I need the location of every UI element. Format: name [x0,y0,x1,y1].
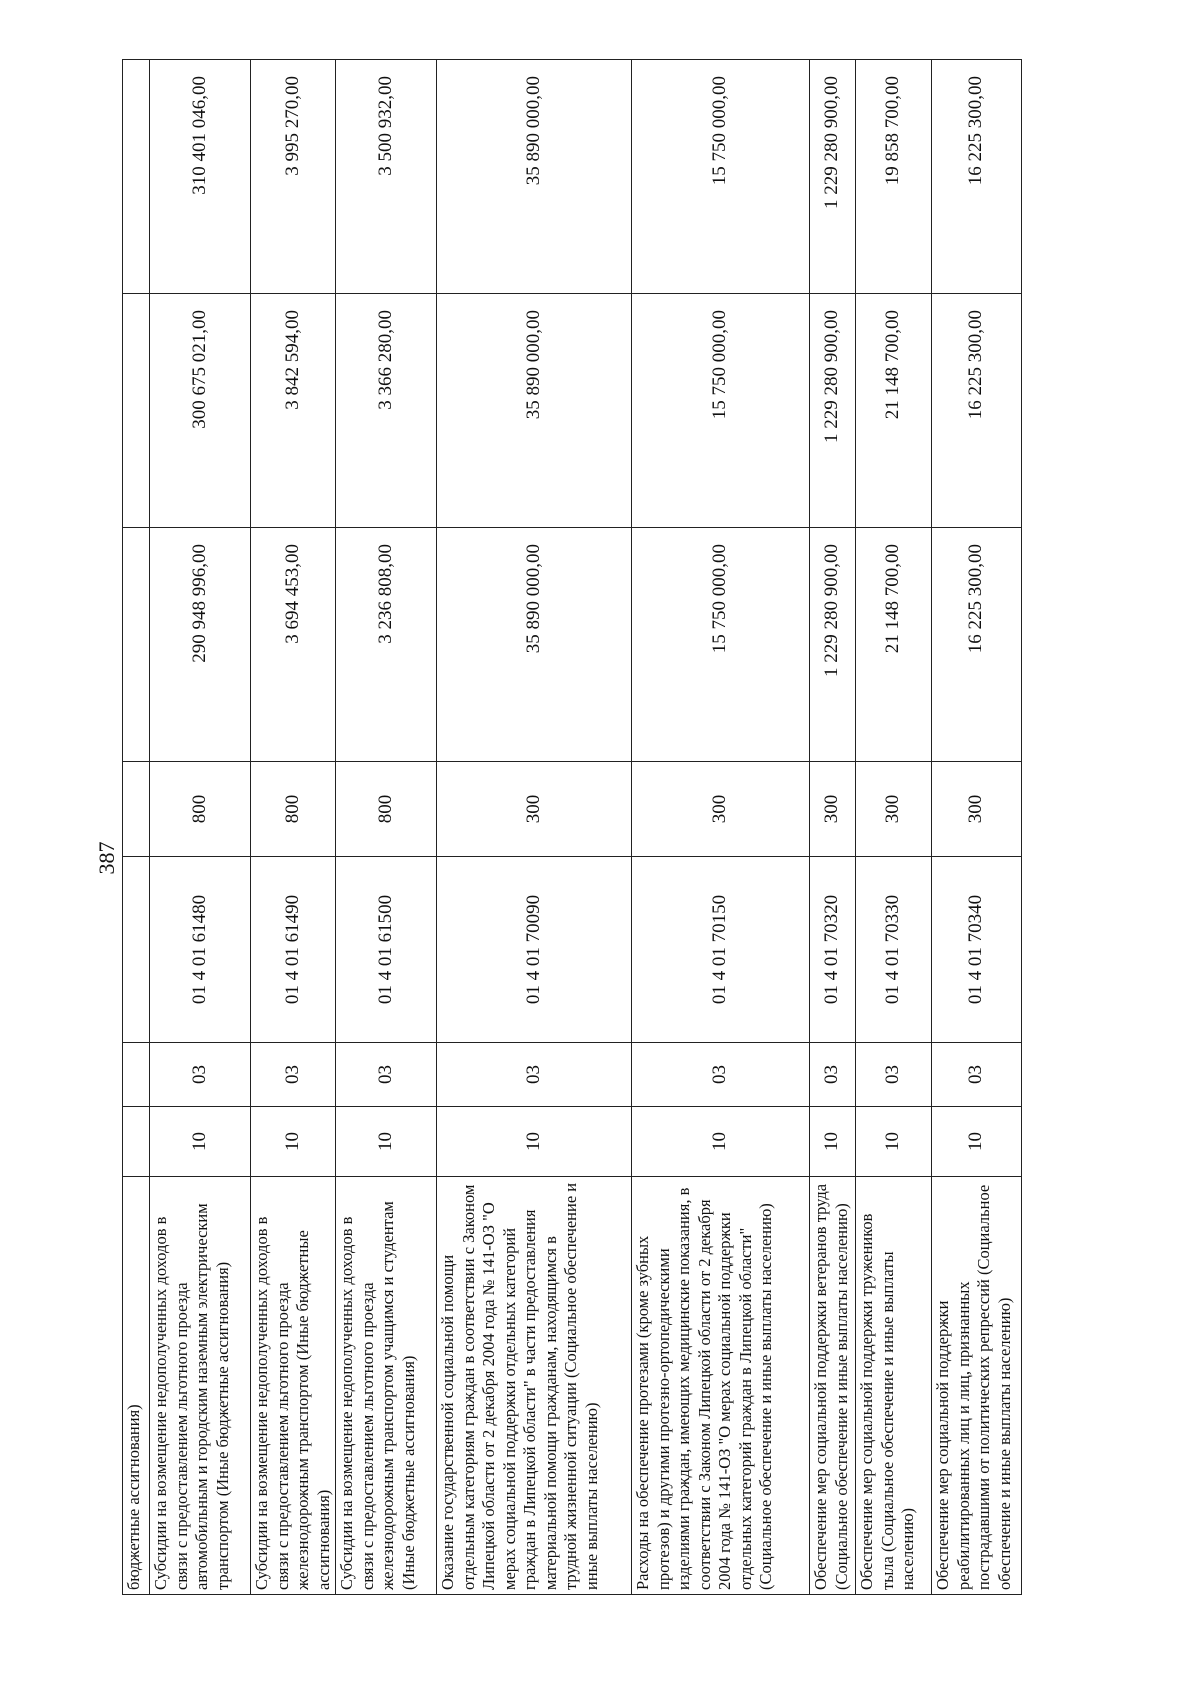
cell-description: Оказание государственной социальной помощи отдельным категориям граждан в соответствии с Законом Липецкой области от 2 декабря 2004 года № 141-ОЗ "О мерах социальной поддержки отдельных категорий граждан в Липецкой области" в части предоставления материальной помощи гражданам, находящимся в трудной жизненной ситуации (Социальное обеспечение и иные выплаты населению) [437,1177,632,1595]
cell-subsection: 03 [150,1043,251,1107]
cell-target-article: 01 4 01 70340 [932,857,1022,1043]
cell-subsection: 03 [632,1043,810,1107]
cell-amount-year2: 300 675 021,00 [150,294,251,528]
cell-description: бюджетные ассигнования) [123,1177,150,1595]
table-row [856,60,932,1595]
cell-subsection: 03 [336,1043,437,1107]
table-row [251,60,336,1595]
cell-amount-year1: 3 694 453,00 [251,528,336,762]
cell-amount-year3: 35 890 000,00 [437,60,632,294]
cell-subsection: 03 [932,1043,1022,1107]
rotated-table-frame [122,60,1182,1595]
table-row [437,60,632,1595]
cell-subsection: 03 [251,1043,336,1107]
cell-amount-year2: 16 225 300,00 [932,294,1022,528]
cell-description: Обеспечение мер социальной поддержки ветеранов труда (Социальное обеспечение и иные выплаты населению) [810,1177,856,1595]
cell-target-article: 01 4 01 70330 [856,857,932,1043]
cell-section: 10 [150,1107,251,1177]
cell-section: 10 [810,1107,856,1177]
cell-expense-type: 800 [336,762,437,857]
page-number: 387 [94,841,119,875]
cell-amount-year3: 16 225 300,00 [932,60,1022,294]
cell-target-article: 01 4 01 70150 [632,857,810,1043]
cell-description: Обеспечение мер социальной поддержки тружеников тыла (Социальное обеспечение и иные выплаты населению) [856,1177,932,1595]
table-row [632,60,810,1595]
cell-expense-type: 300 [856,762,932,857]
cell-description: Субсидии на возмещение недополученных доходов в связи с предоставлением льготного проезда железнодорожным транспортом учащимся и студентам (Иные бюджетные ассигнования) [336,1177,437,1595]
cell-section: 10 [437,1107,632,1177]
cell-amount-year3: 15 750 000,00 [632,60,810,294]
cell-subsection: 03 [437,1043,632,1107]
cell-amount-year2: 3 366 280,00 [336,294,437,528]
cell-amount-year3: 3 995 270,00 [251,60,336,294]
cell-amount-year1: 3 236 808,00 [336,528,437,762]
cell-empty [123,1043,150,1107]
cell-target-article: 01 4 01 61480 [150,857,251,1043]
cell-amount-year1: 21 148 700,00 [856,528,932,762]
cell-amount-year3: 3 500 932,00 [336,60,437,294]
landscape-content [122,60,1182,1595]
cell-section: 10 [856,1107,932,1177]
cell-amount-year2: 3 842 594,00 [251,294,336,528]
cell-target-article: 01 4 01 70320 [810,857,856,1043]
cell-description: Субсидии на возмещение недополученных доходов в связи с предоставлением льготного проезда автомобильным и городским наземным электрическим транспортом (Иные бюджетные ассигнования) [150,1177,251,1595]
cell-empty [123,857,150,1043]
cell-target-article: 01 4 01 70090 [437,857,632,1043]
cell-subsection: 03 [856,1043,932,1107]
cell-amount-year2: 15 750 000,00 [632,294,810,528]
table-row [150,60,251,1595]
cell-target-article: 01 4 01 61490 [251,857,336,1043]
cell-amount-year3: 1 229 280 900,00 [810,60,856,294]
cell-empty [123,528,150,762]
table-row [336,60,437,1595]
cell-expense-type: 300 [437,762,632,857]
cell-amount-year2: 21 148 700,00 [856,294,932,528]
cell-expense-type: 300 [810,762,856,857]
cell-subsection: 03 [810,1043,856,1107]
cell-amount-year3: 19 858 700,00 [856,60,932,294]
cell-description: Расходы на обеспечение протезами (кроме зубных протезов) и другими протезно-ортопедическими изделиями граждан, имеющих медицинские показания, в соответствии с Законом Липецкой области от 2 декабря 2004 года № 141-ОЗ "О мерах социальной поддержки отдельных категорий граждан в Липецкой области" (Социальное обеспечение и иные выплаты населению) [632,1177,810,1595]
cell-expense-type: 300 [932,762,1022,857]
cell-empty [123,60,150,294]
cell-amount-year1: 16 225 300,00 [932,528,1022,762]
cell-section: 10 [932,1107,1022,1177]
cell-empty [123,762,150,857]
budget-table [122,59,1022,1595]
cell-expense-type: 300 [632,762,810,857]
cell-section: 10 [251,1107,336,1177]
cell-expense-type: 800 [251,762,336,857]
cell-empty [123,1107,150,1177]
cell-amount-year2: 1 229 280 900,00 [810,294,856,528]
cell-amount-year1: 1 229 280 900,00 [810,528,856,762]
cell-amount-year2: 35 890 000,00 [437,294,632,528]
cell-expense-type: 800 [150,762,251,857]
cell-description: Субсидии на возмещение недополученных доходов в связи с предоставлением льготного проезда железнодорожным транспортом (Иные бюджетные ассигнования) [251,1177,336,1595]
cell-amount-year1: 15 750 000,00 [632,528,810,762]
cell-description: Обеспечение мер социальной поддержки реабилитированных лиц и лиц, признанных пострадавшими от политических репрессий (Социальное обеспечение и иные выплаты населению) [932,1177,1022,1595]
cell-amount-year3: 310 401 046,00 [150,60,251,294]
table-row-header-continuation [123,60,150,1595]
table-row [932,60,1022,1595]
cell-amount-year1: 35 890 000,00 [437,528,632,762]
cell-empty [123,294,150,528]
cell-target-article: 01 4 01 61500 [336,857,437,1043]
cell-amount-year1: 290 948 996,00 [150,528,251,762]
table-row [810,60,856,1595]
cell-section: 10 [336,1107,437,1177]
cell-section: 10 [632,1107,810,1177]
